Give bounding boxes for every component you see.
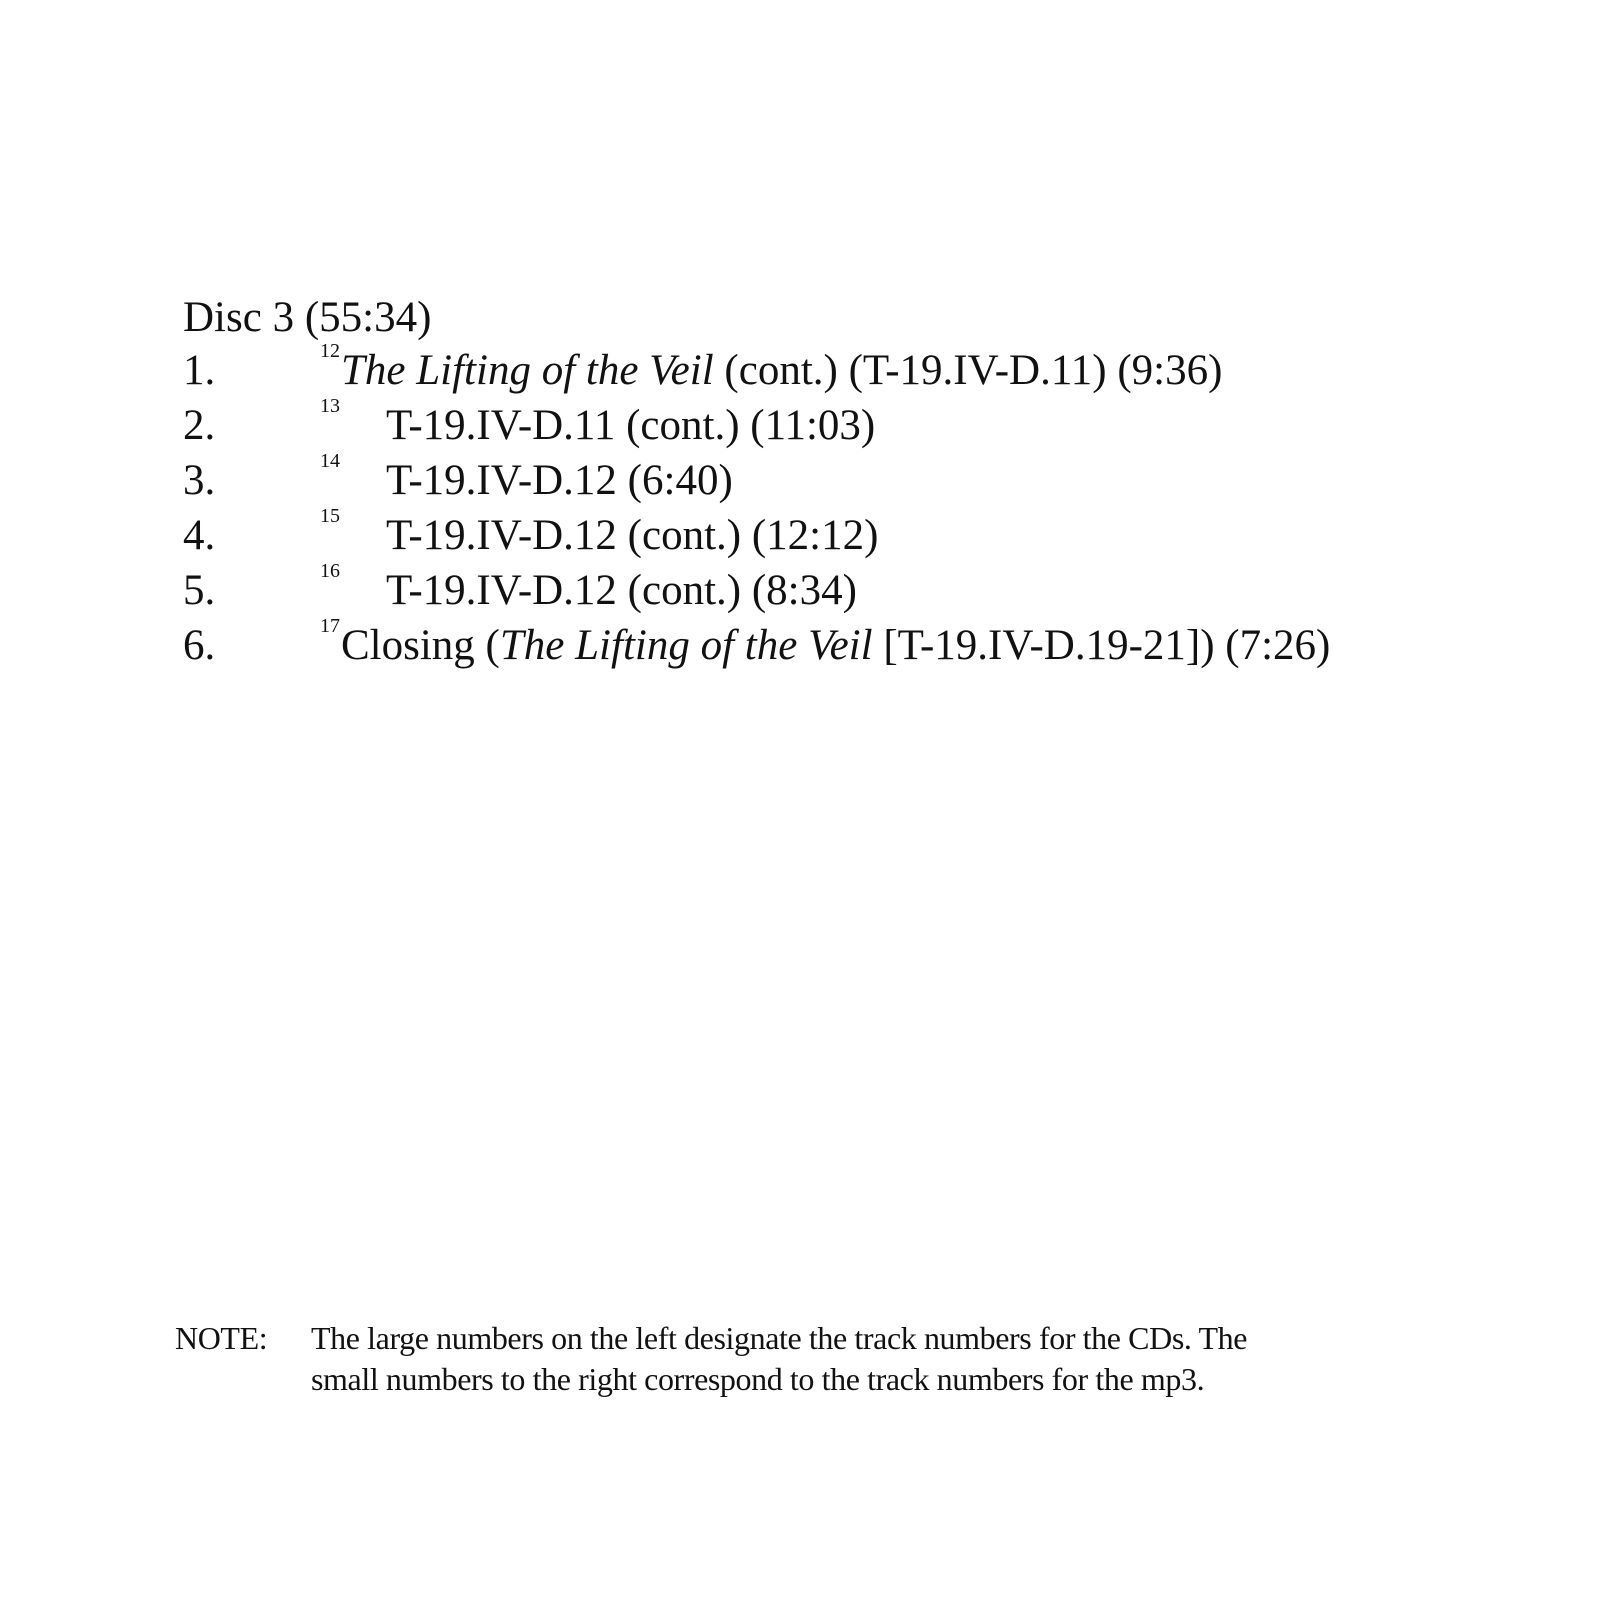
cd-track-number: 4. xyxy=(183,512,216,559)
mp3-track-number: 13 xyxy=(320,395,340,417)
note-text xyxy=(311,1318,1401,1400)
track-title-text: T-19.IV-D.11 (cont.) (11:03) xyxy=(386,402,876,449)
track-title xyxy=(386,565,857,617)
mp3-track-number: 16 xyxy=(320,560,340,582)
track-title-text: [T-19.IV-D.19-21]) (7:26) xyxy=(872,622,1331,669)
mp3-track-number: 12 xyxy=(320,340,340,362)
mp3-track-number: 14 xyxy=(320,450,340,472)
track-title xyxy=(341,620,1330,672)
cd-track-number: 2. xyxy=(183,402,216,449)
track-title-text: T-19.IV-D.12 (cont.) (12:12) xyxy=(386,512,879,559)
mp3-track-number: 17 xyxy=(320,615,340,637)
track-title xyxy=(341,345,1222,397)
track-row xyxy=(183,395,1483,455)
track-title-italic: The Lifting of the Veil xyxy=(499,622,873,669)
note-line: The large numbers on the left designate the track numbers for the CDs. The xyxy=(311,1320,1248,1356)
track-row xyxy=(183,505,1483,565)
track-row xyxy=(183,615,1483,675)
cd-track-number: 5. xyxy=(183,567,216,614)
track-list xyxy=(183,340,1483,675)
track-title-text: T-19.IV-D.12 (cont.) (8:34) xyxy=(386,567,857,614)
track-title-text: (cont.) (T-19.IV-D.11) (9:36) xyxy=(713,347,1223,394)
cd-track-number: 3. xyxy=(183,457,216,504)
track-row xyxy=(183,560,1483,620)
track-title xyxy=(386,455,733,507)
track-title xyxy=(386,400,875,452)
track-title-italic: The Lifting of the Veil xyxy=(341,347,714,394)
track-row xyxy=(183,340,1483,400)
track-title-text: Closing ( xyxy=(341,622,500,669)
cd-track-number: 6. xyxy=(183,622,216,669)
track-row xyxy=(183,450,1483,510)
track-title xyxy=(386,510,878,562)
disc-title: Disc 3 (55:34) xyxy=(183,294,432,341)
cd-track-number: 1. xyxy=(183,347,216,394)
track-title-text: T-19.IV-D.12 (6:40) xyxy=(386,457,733,504)
mp3-track-number: 15 xyxy=(320,505,340,527)
note-label: NOTE: xyxy=(175,1320,268,1356)
note-line: small numbers to the right correspond to the track numbers for the mp3. xyxy=(311,1361,1205,1397)
